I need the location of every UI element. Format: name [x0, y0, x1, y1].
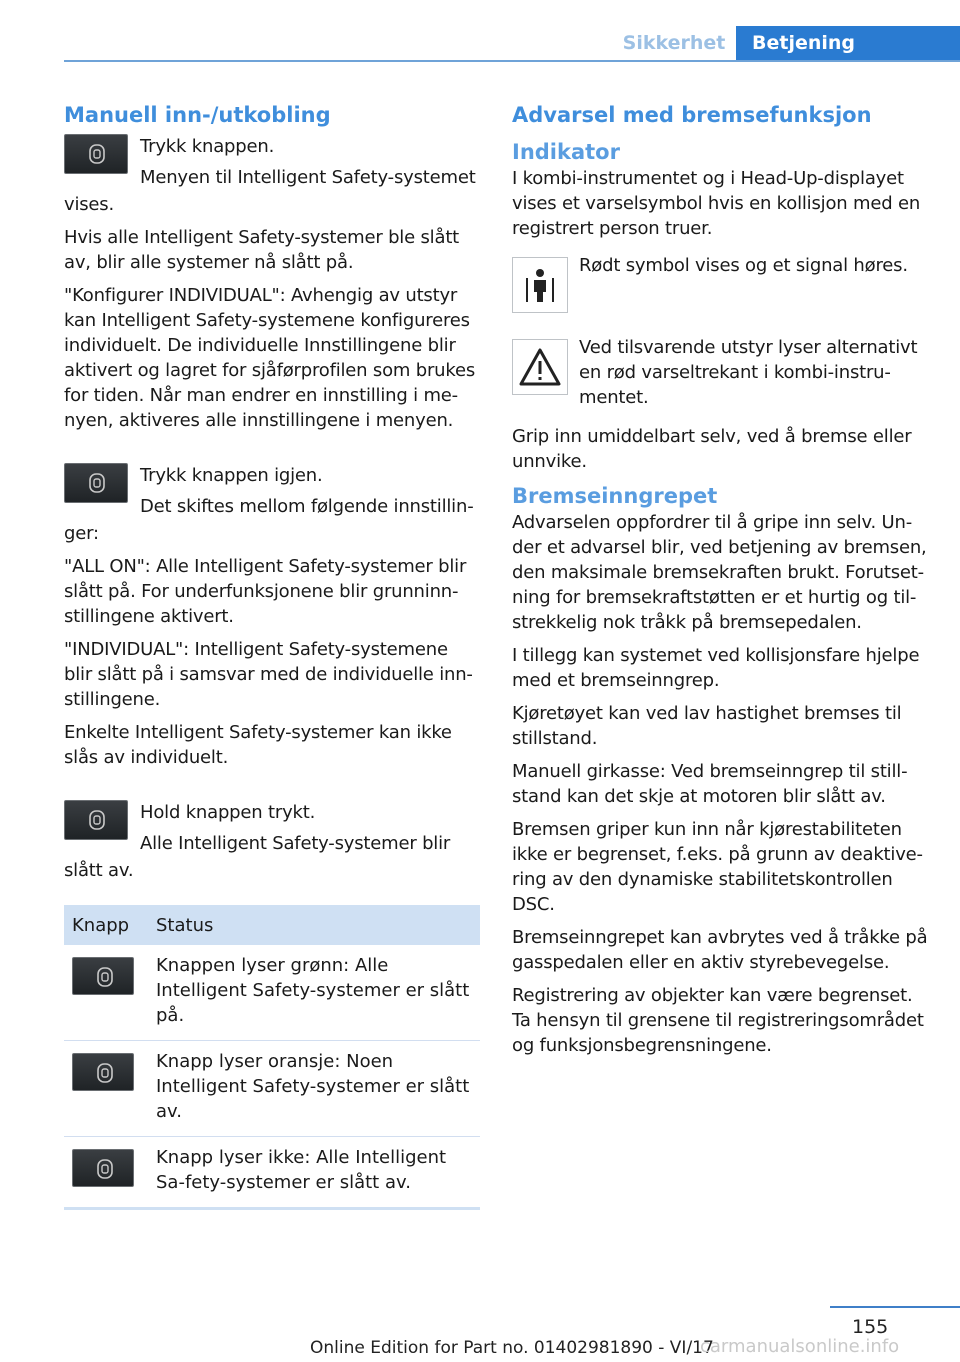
button-instruction-1 — [64, 134, 480, 190]
table-cell-status: Knapp lyser oransje: Noen Intelligent Safety-systemer er slått av. — [148, 1041, 480, 1137]
right-p7: Bremsen griper kun inn når kjørestabiliteten ikke er begrenset, f.eks. på grunn av deaktive‐ring av den dynamiske stabilitetskontrollen DSC. — [512, 819, 923, 915]
tab-betjening[interactable]: Betjening — [736, 26, 960, 62]
right-p9: Registrering av objekter kan være begrenset. Ta hensyn til grensene til registreringsområdet og funksjonsbegrensningene. — [512, 985, 924, 1056]
person-warning-icon — [512, 257, 568, 313]
safety-button-off-icon — [72, 1149, 134, 1187]
b3-wrap: slått av. — [64, 860, 134, 881]
left-p3: "ALL ON": Alle Intelligent Safety-systemer blir slått på. For underfunksjonene blir grunninn‐stillingene aktivert. — [64, 556, 467, 627]
edition-text: Online Edition for Part no. 01402981890 - VI/17 — [310, 1338, 714, 1358]
right-p5: Kjøretøyet kan ved lav hastighet bremses til stillstand. — [512, 703, 902, 749]
table-row — [64, 1041, 480, 1137]
footer-rule — [830, 1306, 960, 1308]
safety-button-green-icon — [72, 957, 134, 995]
safety-button-icon — [64, 800, 128, 840]
heading-brake-warning: Advarsel med bremsefunksjon — [512, 103, 872, 127]
table-row — [64, 1137, 480, 1209]
right-p8: Bremseinngrepet kan avbrytes ved å tråkke på gasspedalen eller en aktiv styrebevegelse. — [512, 927, 928, 973]
table-row — [64, 945, 480, 1041]
b1-wrap: vises. — [64, 194, 115, 215]
safety-button-icon — [64, 463, 128, 503]
heading-manual-toggle: Manuell inn-/utkobling — [64, 103, 331, 127]
safety-button-icon — [64, 134, 128, 174]
sym1-text: Rødt symbol vises og et signal høres. — [579, 255, 908, 276]
b1-line2: Menyen til Intelligent Safety-systemet — [140, 167, 476, 188]
right-p1: I kombi-instrumentet og i Head-Up-displayet vises et varselsymbol hvis en kollisjon med en registrert person truer. — [512, 168, 921, 239]
left-column — [64, 100, 480, 1210]
warning-triangle-icon — [512, 339, 568, 395]
left-p4: "INDIVIDUAL": Intelligent Safety-systemene blir slått på i samsvar med de individuelle inn‐stillingene. — [64, 639, 473, 710]
right-p4: I tillegg kan systemet ved kollisjonsfare hjelpe med et bremseinngrep. — [512, 645, 920, 691]
subheading-indikator: Indikator — [512, 140, 620, 164]
watermark: carmanualsonline.info — [700, 1336, 900, 1357]
b2-line2: Det skiftes mellom følgende innstillin‐ — [140, 496, 474, 517]
table-header-knapp: Knapp — [64, 905, 148, 945]
subheading-bremseinngrepet: Bremseinngrepet — [512, 484, 718, 508]
button-instruction-3 — [64, 800, 480, 856]
table-header-status: Status — [148, 905, 480, 945]
left-p2: "Konfigurer INDIVIDUAL": Avhengig av utstyr kan Intelligent Safety-systemene konfigureres individuelt. De individuelle Innstillingene blir aktivert og lagret for sjåførprofilen som brukes for tiden. Når man endrer en innstilling i me‐nyen, aktiveres alle innstillingene i menyen. — [64, 285, 476, 431]
page-number: 155 — [852, 1316, 889, 1338]
right-p6: Manuell girkasse: Ved bremseinngrep til still‐stand kan det skje at motoren blir slått av. — [512, 761, 908, 807]
symbol-row-person — [512, 253, 928, 323]
table-cell-status: Knapp lyser ikke: Alle Intelligent Sa‐fety-systemer er slått av. — [148, 1137, 480, 1209]
left-p1: Hvis alle Intelligent Safety-systemer ble slått av, blir alle systemer nå slått på. — [64, 227, 460, 273]
b3-line2: Alle Intelligent Safety-systemer blir — [140, 833, 451, 854]
sym2-text: Ved tilsvarende utstyr lyser alternativt en rød varseltrekant i kombi-instru‐mentet. — [579, 337, 918, 408]
button-status-table — [64, 905, 480, 1210]
table-cell-status: Knappen lyser grønn: Alle Intelligent Safety-systemer er slått på. — [148, 945, 480, 1041]
left-p5: Enkelte Intelligent Safety-systemer kan ikke slås av individuelt. — [64, 722, 452, 768]
b2-wrap: ger: — [64, 523, 99, 544]
tab-sikkerhet[interactable]: Sikkerhet — [622, 32, 726, 54]
b1-line1: Trykk knappen. — [140, 136, 275, 157]
symbol-row-triangle — [512, 335, 928, 410]
b3-line1: Hold knappen trykt. — [140, 802, 316, 823]
safety-button-orange-icon — [72, 1053, 134, 1091]
b2-line1: Trykk knappen igjen. — [140, 465, 323, 486]
right-p2: Grip inn umiddelbart selv, ved å bremse eller unnvike. — [512, 426, 912, 472]
right-p3: Advarselen oppfordrer til å gripe inn selv. Un‐der et advarsel blir, ved betjening av bremsen, den maksimale bremsekraften brukt. Forutset‐ning for bremsekraftstøtten er et hurtig og til‐strekkelig nok tråkk på bremsepedalen. — [512, 512, 927, 633]
right-column — [512, 100, 928, 1066]
button-instruction-2 — [64, 463, 480, 519]
header-rule — [64, 60, 960, 62]
